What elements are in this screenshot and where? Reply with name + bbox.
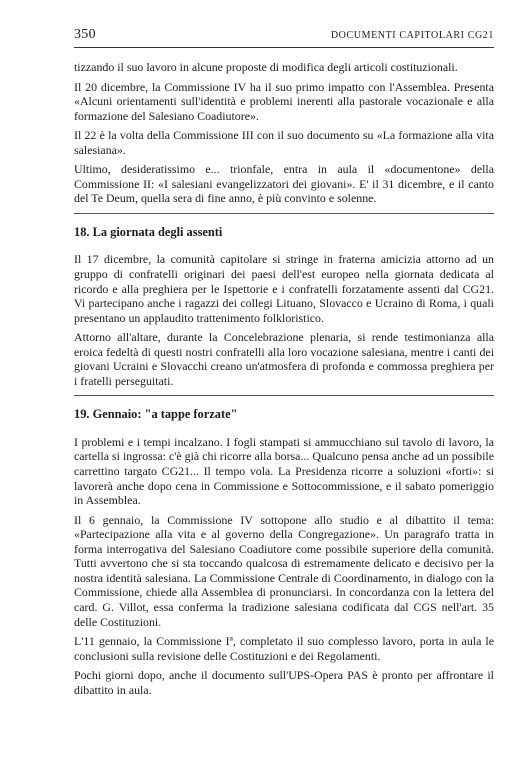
section-heading: 18. La giornata degli assenti (74, 224, 223, 239)
paragraph: Il 20 dicembre, la Commissione IV ha il suo primo impatto con l'Assemblea. Presenta «Alcuni orientamenti sull'identità e problemi inerenti alla pastorale vocazionale e alla formazione del Salesiano Coadiutore». (74, 79, 494, 123)
page-body (74, 60, 494, 702)
section-heading: 19. Gennaio: "a tappe forzate" (74, 407, 238, 422)
page-number: 350 (74, 27, 96, 42)
paragraph: L'11 gennaio, la Commissione Iª, completato il suo complesso lavoro, porta in aula le conclusioni sulla revisione delle Costituzioni e dei Regolamenti. (74, 634, 494, 663)
paragraph: Il 17 dicembre, la comunità capitolare si stringe in fraterna amicizia attorno ad un gruppo di confratelli originari dei paesi dell'est europeo nella giornata dedicata al ricordo e alla preghiera per le Ispettorie e i confratelli forzatamente assenti dal CG21. Vi partecipano anche i ragazzi dei collegi Lituano, Slovacco e Ucraino di Roma, i quali presentano un applaudito trattenimento folkloristico. (74, 252, 494, 325)
paragraph: Ultimo, desideratissimo e... trionfale, entra in aula il «documentone» della Commissione II: «I salesiani evangelizzatori dei giovani». E' il 31 dicembre, e il canto del Te Deum, quella sera di fine anno, è più convinto e solenne. (74, 162, 494, 206)
paragraph: I problemi e i tempi incalzano. I fogli stampati si ammucchiano sul tavolo di lavoro, la cartella si ingrossa: c'è già chi ricorre alla borsa... Qualcuno pensa anche ad un possibile carrettino targato CG21... Il tempo vola. La Presidenza ricorre a soluzioni «forti»: si lavorerà anche dopo cena in Commissione e Sottocommissione, e il sabato pomeriggio in Assemblea. (74, 434, 494, 508)
section-divider (74, 213, 494, 214)
section-divider (74, 395, 494, 396)
running-title: DOCUMENTI CAPITOLARI CG21 (330, 30, 494, 41)
page-header (74, 27, 494, 43)
paragraph: Pochi giorni dopo, anche il documento sull'UPS-Opera PAS è pronto per affrontare il dibattito in aula. (74, 668, 494, 697)
paragraph: Il 6 gennaio, la Commissione IV sottopone allo studio e al dibattito il tema: «Partecipazione alla vita e al governo della Congregazione». Un paragrafo tratta in forma interrogativa del Salesiano Coadiutore come possibile superiore della comunità. Tutti avvertono che si sta toccando qualcosa di estremamente delicato e decisivo per la nostra identità salesiana. La Commissione Centrale di Coordinamento, in dialogo con la Commissione, chiede alla Assemblea di pronunciarsi. In concordanza con la lettera del card. G. Villot, essa conferma la tradizione salesiana codificata dal CGS nell'art. 35 delle Costituzioni. (74, 512, 494, 629)
header-rule (74, 47, 494, 48)
paragraph: Il 22 è la volta della Commissione III con il suo documento su «La formazione alla vita salesiana». (74, 128, 494, 157)
paragraph: Attorno all'altare, durante la Concelebrazione plenaria, si rende testimonianza alla eroica fedeltà di questi nostri confratelli alla loro vocazione salesiana, mentre i canti dei giovani Ucraini e Slovacchi creano un'atmosfera di profonda e commossa preghiera per i fratelli perseguitati. (74, 330, 494, 388)
paragraph: tizzando il suo lavoro in alcune proposte di modifica degli articoli costituzionali. (74, 60, 458, 74)
